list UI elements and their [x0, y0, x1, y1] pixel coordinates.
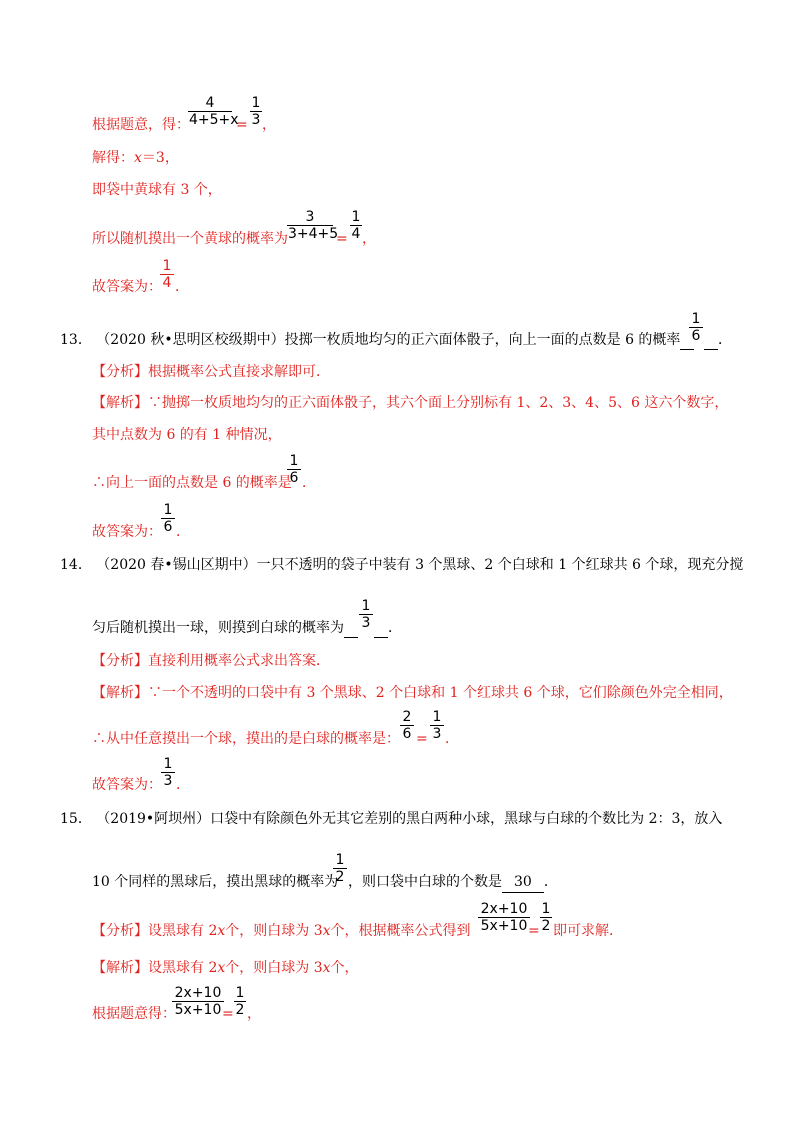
denominator: 3 [161, 772, 175, 789]
equals [528, 921, 540, 941]
numerator: 1 [541, 901, 551, 917]
numerator: 1 [361, 598, 371, 614]
q15-solution-2 [92, 1004, 176, 1024]
analysis-text: 个，根据概率公式得到 [330, 923, 471, 939]
q13-analysis [92, 362, 330, 382]
denominator: 5x+10 [172, 1001, 224, 1018]
q13-question [60, 330, 694, 350]
variable: x [217, 923, 226, 939]
equals-sign: = [336, 231, 348, 247]
answer-label: 故答案为： [92, 524, 162, 540]
variable: x [134, 150, 142, 166]
q12-line-1 [92, 115, 190, 135]
text: 所以随机摸出一个黄球的概率为 [92, 231, 288, 247]
q12-line-2 [92, 148, 179, 168]
fraction [287, 209, 339, 242]
denominator: 2 [541, 918, 551, 934]
denominator: 2 [235, 1002, 245, 1018]
question-text: 匀后随机摸出一球，则摸到白球的概率为 [92, 620, 344, 636]
denominator: 3 [251, 112, 261, 128]
answer-label: 故答案为： [92, 777, 162, 793]
variable: x [322, 923, 331, 939]
numerator: 1 [251, 95, 261, 111]
answer-value: 30 [502, 872, 544, 893]
fraction [250, 95, 262, 128]
denominator: 3 [359, 614, 373, 631]
text: 解得： [92, 150, 134, 166]
solution-text: ∴向上一面的点数是 6 的概率是 [92, 475, 292, 491]
fraction [333, 852, 347, 885]
solution-text: 【解析】设黑球有 2 [92, 960, 218, 976]
numerator: 1 [289, 453, 299, 469]
equals [222, 1004, 234, 1024]
numerator: 4 [205, 95, 215, 111]
text: ＝3， [141, 150, 179, 166]
variable: x [322, 960, 331, 976]
q13-solution-1 [92, 393, 728, 413]
period [175, 277, 189, 297]
equals-sign: = [222, 1006, 234, 1022]
question-text: （2019•阿坝州）口袋中有除颜色外无其它差别的黑白两种小球，黑球与白球的个数比为 2：3，放入 [96, 811, 723, 827]
q13-blank-tail [704, 330, 732, 350]
equals-sign: = [528, 923, 540, 939]
numerator: 1 [235, 985, 245, 1001]
numerator: 2 [402, 709, 412, 725]
q12-line-4 [92, 229, 288, 249]
numerator: 3 [305, 209, 315, 225]
period [302, 473, 316, 493]
solution-text: 个， [330, 960, 359, 976]
solution-text: 【解析】∵抛掷一枚质地均匀的正六面体骰子，其六个面上分别标有 1、2、3、4、5、6 这六个数字， [92, 395, 729, 411]
fraction [161, 756, 175, 789]
equals-sign: = [236, 117, 248, 133]
q13-solution-3 [92, 473, 292, 493]
equals [336, 229, 348, 249]
fraction [161, 502, 175, 535]
q14-solution-1 [92, 683, 733, 703]
question-text: ，则口袋中白球的个数是 [348, 874, 502, 890]
q14-question-1 [60, 555, 743, 575]
denominator: 4 [160, 274, 174, 291]
analysis-text: 【分析】设黑球有 2 [92, 923, 218, 939]
q14-question-2 [92, 618, 358, 638]
solution-text: 其中点数为 6 的有 1 种情况， [92, 427, 282, 443]
text: 故答案为： [92, 279, 162, 295]
answer-blank-right [374, 623, 388, 638]
text: 根据题意，得： [92, 117, 190, 133]
question-text: （2020 秋•思明区校级期中）投掷一枚质地均匀的正六面体骰子，向上一面的点数是 6 的概率 [96, 332, 681, 348]
question-text: （2020 春•锡山区期中）一只不透明的袋子中装有 3 个黑球、2 个白球和 1 个红球共 6 个球，现充分搅 [96, 557, 744, 573]
answer-blank-right [704, 335, 718, 350]
q14-analysis [92, 651, 330, 671]
question-text: 10 个同样的黑球后，摸出黑球的概率为 [92, 874, 339, 890]
variable: x [217, 960, 226, 976]
comma-text: ， [247, 1006, 261, 1022]
period-text: ． [445, 731, 459, 747]
denominator: 6 [287, 469, 301, 486]
analysis-text: 【分析】直接利用概率公式求出答案． [92, 653, 330, 669]
numerator: 2x+10 [480, 901, 528, 917]
q12-line-3 [92, 180, 222, 200]
period-text: ． [176, 777, 190, 793]
question-number: 14． [60, 557, 92, 573]
fraction [188, 95, 239, 128]
fraction [160, 258, 174, 291]
analysis-text: 个，则白球为 3 [225, 923, 323, 939]
period [176, 775, 190, 795]
fraction [234, 985, 246, 1018]
analysis-text: 即可求解． [553, 923, 623, 939]
q12-line-5 [92, 277, 162, 297]
analysis-text: 【分析】根据概率公式直接求解即可． [92, 364, 330, 380]
fraction [430, 709, 444, 742]
q15-question-2b [348, 872, 558, 893]
period-text: ． [175, 279, 189, 295]
denominator: 4 [351, 226, 361, 242]
numerator: 1 [432, 709, 442, 725]
period [445, 729, 459, 749]
fraction [400, 709, 414, 742]
q13-solution-2 [92, 425, 282, 445]
q13-answer [92, 522, 162, 542]
comma-text: ， [262, 117, 276, 133]
text: 即袋中黄球有 3 个， [92, 182, 222, 198]
q15-analysis [92, 921, 471, 941]
numerator: 1 [351, 209, 361, 225]
numerator: 1 [335, 852, 345, 868]
equals [416, 729, 428, 749]
q15-question-1 [60, 809, 722, 829]
q15-question-2a [92, 872, 338, 892]
q14-answer [92, 775, 162, 795]
denominator: 4+5+x [189, 112, 239, 128]
denominator: 2 [333, 868, 347, 885]
equals-sign: = [416, 731, 428, 747]
denominator: 3 [430, 725, 444, 742]
fraction [540, 901, 552, 934]
comma [247, 1004, 261, 1024]
answer-fraction [359, 598, 373, 631]
denominator: 5x+10 [478, 917, 530, 934]
numerator: 1 [162, 258, 172, 274]
numerator: 2x+10 [174, 985, 222, 1001]
question-number: 15． [60, 811, 92, 827]
fraction [287, 453, 301, 486]
denominator: 6 [161, 518, 175, 535]
q15-solution-1 [92, 958, 359, 978]
period-text: ． [543, 874, 558, 890]
period-text: ． [388, 620, 402, 636]
solution-text: 根据题意得： [92, 1006, 176, 1022]
question-number: 13． [60, 332, 92, 348]
period [176, 522, 190, 542]
numerator: 1 [163, 756, 173, 772]
equals [236, 115, 248, 135]
denominator: 3+4+5 [288, 226, 339, 242]
numerator: 1 [163, 502, 173, 518]
fraction [350, 209, 362, 242]
solution-text: 【解析】∵一个不透明的口袋中有 3 个黑球、2 个白球和 1 个红球共 6 个球，它们除颜色外完全相同， [92, 685, 733, 701]
numerator: 1 [691, 311, 701, 327]
q14-solution-2 [92, 729, 400, 749]
denominator: 6 [400, 725, 414, 742]
comma-text: ， [362, 231, 376, 247]
comma [262, 115, 276, 135]
answer-fraction [689, 311, 703, 344]
q14-blank-tail [374, 618, 402, 638]
solution-text: ∴从中任意摸出一个球，摸出的是白球的概率是： [92, 731, 400, 747]
fraction [172, 985, 224, 1018]
denominator: 6 [689, 327, 703, 344]
period-text: ． [176, 524, 190, 540]
q15-analysis-tail [553, 921, 623, 941]
period-text: ． [718, 332, 732, 348]
fraction [478, 901, 530, 934]
period-text: ． [302, 475, 316, 491]
comma [362, 229, 376, 249]
solution-text: 个，则白球为 3 [225, 960, 323, 976]
answer-blank-left [344, 623, 358, 638]
